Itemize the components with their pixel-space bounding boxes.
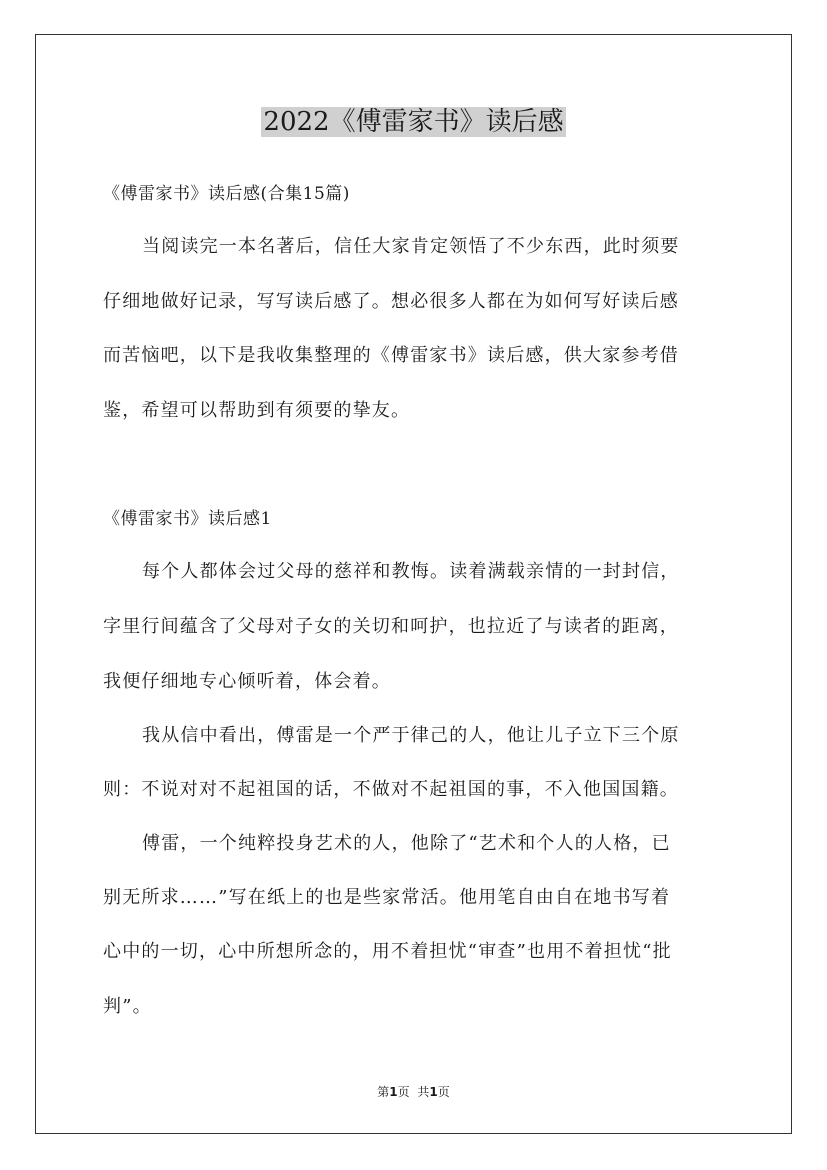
footer-total-suffix: 页 [437, 1085, 450, 1099]
intro-paragraph-line: 而苦恼吧，以下是我收集整理的《傅雷家书》读后感，供大家参考借 [103, 345, 679, 366]
page-footer [0, 1082, 827, 1102]
section1-paragraph-line: 每个人都体会过父母的慈祥和教悔。读着满载亲情的一封封信， [142, 561, 680, 582]
section1-paragraph-line: 别无所求……”写在纸上的也是些家常活。他用笔自由自在地书写着 [103, 887, 671, 908]
section1-paragraph-line: 我从信中看出，傅雷是一个严于律己的人，他让儿子立下三个原 [142, 725, 680, 746]
section1-paragraph-line: 我便仔细地专心倾听着，体会着。 [103, 671, 391, 692]
intro-paragraph-line: 当阅读完一本名著后，信任大家肯定领悟了不少东西，此时须要 [142, 236, 680, 257]
footer-page-suffix: 页 [397, 1085, 410, 1099]
footer-total-pages: 1 [429, 1085, 438, 1099]
footer-page-number: 1 [389, 1085, 398, 1099]
section1-heading: 《傅雷家书》读后感1 [103, 509, 272, 529]
section1-paragraph-line: 字里行间蕴含了父母对子女的关切和呵护，也拉近了与读者的距离， [103, 616, 679, 637]
footer-total-prefix: 共 [417, 1085, 430, 1099]
intro-paragraph-line: 鉴，希望可以帮助到有须要的挚友。 [103, 400, 411, 421]
section1-paragraph-line: 则：不说对对不起祖国的话，不做对不起祖国的事，不入他国国籍。 [103, 779, 679, 800]
section1-paragraph-line: 傅雷，一个纯粹投身艺术的人，他除了“艺术和个人的人格，已 [142, 833, 671, 854]
section1-paragraph-line: 判”。 [103, 996, 152, 1017]
document-title-text: 2022《傅雷家书》读后感 [263, 107, 564, 137]
document-title [0, 100, 827, 144]
section1-paragraph-line: 心中的一切，心中所想所念的，用不着担忧“审查”也用不着担忧“批 [103, 941, 672, 962]
intro-paragraph-line: 仔细地做好记录，写写读后感了。想必很多人都在为如何写好读后感 [103, 291, 679, 312]
footer-page-prefix: 第 [377, 1085, 390, 1099]
intro-heading: 《傅雷家书》读后感(合集15篇) [103, 184, 350, 204]
